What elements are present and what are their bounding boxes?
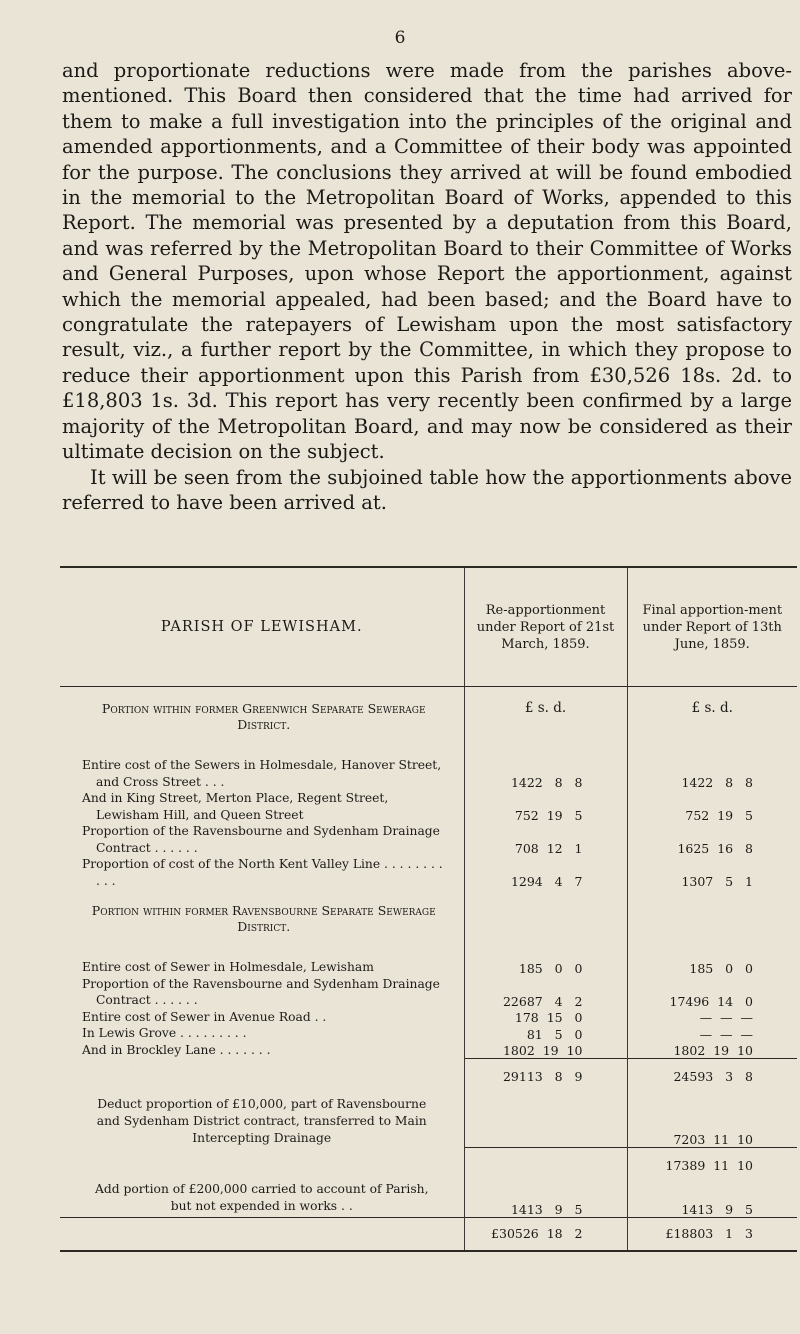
net-final: 17389 11 10 [627, 1147, 797, 1173]
reapportionment-value: 708 12 1 [464, 823, 627, 856]
row-label: Proportion of the Ravensbourne and Sydenham Drainage Contract . . . . . . [82, 824, 440, 855]
paragraph-2: It will be seen from the subjoined table how the apportionments above referred to have been arrived at. [62, 465, 792, 514]
reapportionment-value: 22687 4 2 [464, 976, 627, 1009]
total-final: £18803 1 3 [627, 1217, 797, 1251]
row-label: Entire cost of the Sewers in Holmesdale, Hanover Street, and Cross Street . . . [82, 758, 442, 789]
deduct-label: Deduct proportion of £10,000, part of Ravensbourne and Sydenham District contract, transferred to Main Intercepting Drainage [96, 1097, 427, 1145]
section-row [60, 687, 797, 744]
row-label: Entire cost of Sewer in Holmesdale, Lewisham [82, 960, 374, 974]
subtotal-reapportionment: 29113 8 9 [464, 1058, 627, 1085]
paragraph-1: and proportionate reductions were made from the parishes above-mentioned. This Board then considered that the time had arrived for them to make a full investigation into the principles of the original and amended apportionments, and a Committee of their body was appointed for the purpose. The conclusions they arrived at will be found embodied in the memorial to the Metropolitan Board of Works, appended to this Report. The memorial was presented by a deputation from this Board, and was referred by the Metropolitan Board to their Committee of Works and General Purposes, upon whose Report the apportionment, against which the memorial appealed, had been based; and the Board have to congratulate the ratepayers of Lewisham upon the most satisfactory result, viz., a further report by the Committee, in which they propose to reduce their apportionment upon this Parish from £30,526 18s. 2d. to £18,803 1s. 3d. This report has very recently been confirmed by a large majority of the Metropolitan Board, and may now be considered as their ultimate decision on the subject. [62, 59, 792, 464]
add-label: Add portion of £200,000 carried to account of Parish, but not expended in works . . [94, 1182, 429, 1213]
empty-cell [464, 1085, 627, 1148]
section-title-ravensbourne: Portion within former Ravensbourne Separate Sewerage District. [91, 903, 436, 934]
reapportionment-value: 1802 19 10 [464, 1042, 627, 1059]
table-header-row [60, 567, 797, 687]
row-label: And in King Street, Merton Place, Regent Street, Lewisham Hill, and Queen Street [82, 791, 389, 822]
final-value: 1802 19 10 [627, 1042, 797, 1059]
units-label: £ s. d. [464, 687, 627, 744]
final-apportionment-header: Final apportion-ment under Report of 13th June, 1859. [627, 567, 797, 687]
empty-cell [464, 889, 627, 945]
net-row [60, 1147, 797, 1173]
row-label: And in Brockley Lane . . . . . . . [82, 1042, 271, 1057]
body-text [62, 58, 792, 515]
final-value: 185 0 0 [627, 945, 797, 976]
table-row [60, 790, 797, 823]
deduct-final: 7203 11 10 [627, 1085, 797, 1148]
page-number: 6 [394, 28, 406, 48]
empty-cell [627, 889, 797, 945]
final-value: 1422 8 8 [627, 743, 797, 790]
table-row [60, 823, 797, 856]
final-value: — — — [627, 1009, 797, 1026]
section-title-greenwich: Portion within former Greenwich Separate Sewerage District. [101, 701, 426, 732]
add-final: 1413 9 5 [627, 1173, 797, 1218]
reapportionment-value: 1422 8 8 [464, 743, 627, 790]
empty-cell [464, 1147, 627, 1173]
row-label: In Lewis Grove . . . . . . . . . [82, 1026, 247, 1040]
reapportionment-header: Re-apportionment under Report of 21st March, 1859. [464, 567, 627, 687]
table-row [60, 945, 797, 976]
table-row [60, 976, 797, 1009]
reapportionment-value: 185 0 0 [464, 945, 627, 976]
section-row [60, 889, 797, 945]
total-reapportionment: £30526 18 2 [464, 1217, 627, 1251]
reapportionment-value: 178 15 0 [464, 1009, 627, 1026]
total-row [60, 1217, 797, 1251]
reapportionment-value: 81 5 0 [464, 1025, 627, 1042]
reapportionment-value: 752 19 5 [464, 790, 627, 823]
subtotal-row [60, 1058, 797, 1085]
units-label: £ s. d. [627, 687, 797, 744]
apportionment-table [60, 566, 797, 1252]
final-value: 17496 14 0 [627, 976, 797, 1009]
final-value: 752 19 5 [627, 790, 797, 823]
final-value: 1625 16 8 [627, 823, 797, 856]
row-label: Proportion of cost of the North Kent Valley Line . . . . . . . . . . . [82, 857, 443, 888]
add-reapportionment: 1413 9 5 [464, 1173, 627, 1218]
table-row [60, 743, 797, 790]
table-row [60, 1042, 797, 1059]
table-row [60, 1025, 797, 1042]
empty-cell [60, 1217, 464, 1251]
parish-header: PARISH OF LEWISHAM. [60, 567, 464, 687]
table-row [60, 1009, 797, 1026]
reapportionment-value: 1294 4 7 [464, 856, 627, 889]
final-value: — — — [627, 1025, 797, 1042]
subtotal-final: 24593 3 8 [627, 1058, 797, 1085]
row-label: Proportion of the Ravensbourne and Sydenham Drainage Contract . . . . . . [82, 976, 440, 1007]
final-value: 1307 5 1 [627, 856, 797, 889]
row-label: Entire cost of Sewer in Avenue Road . . [82, 1009, 327, 1024]
table-row [60, 856, 797, 889]
